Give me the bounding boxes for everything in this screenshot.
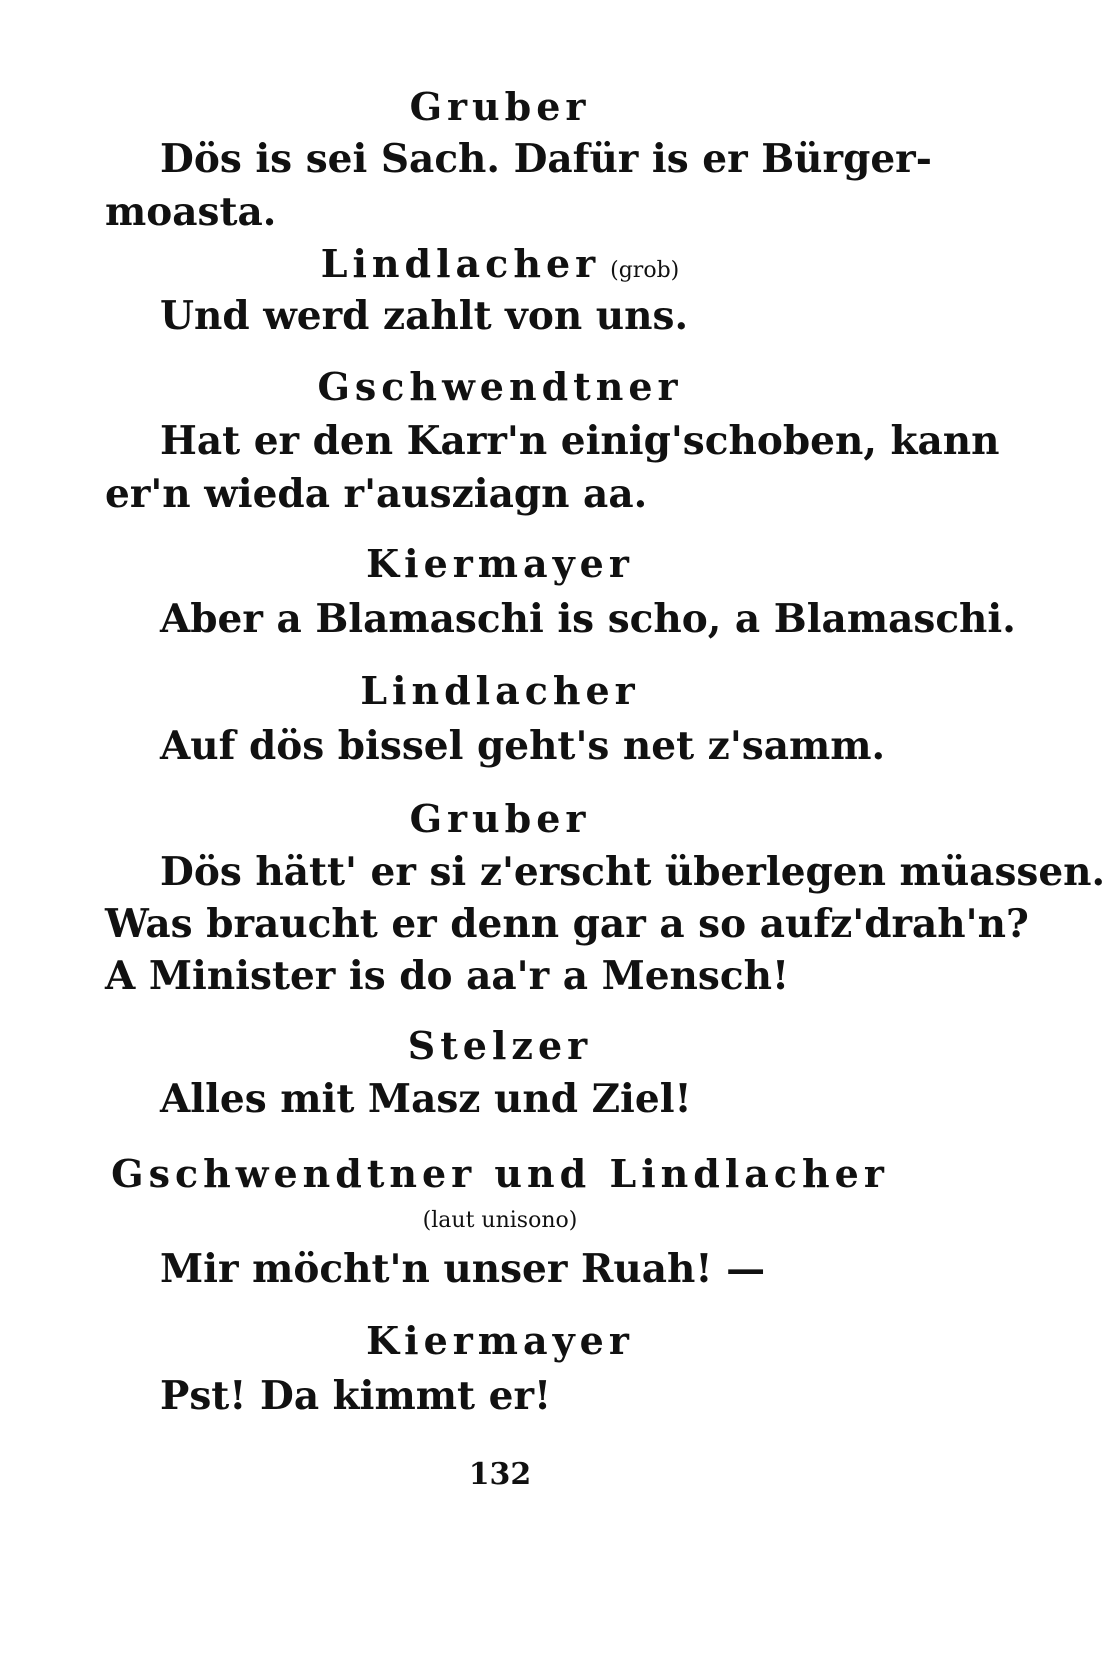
dialogue-line: Auf dös bissel geht's net z'samm. [160,723,886,769]
speaker-name: Kiermayer [366,1318,634,1363]
page-number: 132 [468,1457,532,1492]
speaker-name: Lindlacher [320,241,601,286]
dialogue-line: Dös hätt' er si z'erscht überlegen müassen. [160,849,1105,895]
stage-direction: (grob) [610,258,680,283]
dialogue-line: Was braucht er denn gar a so aufz'drah'n? [105,901,1029,947]
speaker-name: Stelzer [407,1023,593,1068]
speaker-name: Gschwendtner [317,364,683,409]
dialogue-line: er'n wieda r'ausziagn aa. [105,471,648,517]
stage-direction: (laut unisono) [422,1208,578,1233]
dialogue-line: Alles mit Masz und Ziel! [160,1076,692,1122]
dialogue-line: Aber a Blamaschi is scho, a Blamaschi. [160,596,1016,642]
speaker-name: Lindlacher [360,668,640,713]
speaker-name: Kiermayer [366,541,634,586]
dialogue-line: Und werd zahlt von uns. [160,293,689,339]
dialogue-line: A Minister is do aa'r a Mensch! [105,953,790,999]
dialogue-line: Hat er den Karr'n einig'schoben, kann [160,418,1000,464]
dialogue-line: Pst! Da kimmt er! [160,1373,552,1419]
speaker-heading [0,241,1000,286]
dialogue-line: Mir möcht'n unser Ruah! — [160,1246,766,1292]
speaker-name: Gschwendtner und Lindlacher [111,1151,889,1196]
speaker-name: Gruber [409,84,591,129]
speaker-name: Gruber [409,796,591,841]
dialogue-line: Dös is sei Sach. Dafür is er Bürger- [160,136,932,182]
dialogue-line: moasta. [105,189,277,235]
